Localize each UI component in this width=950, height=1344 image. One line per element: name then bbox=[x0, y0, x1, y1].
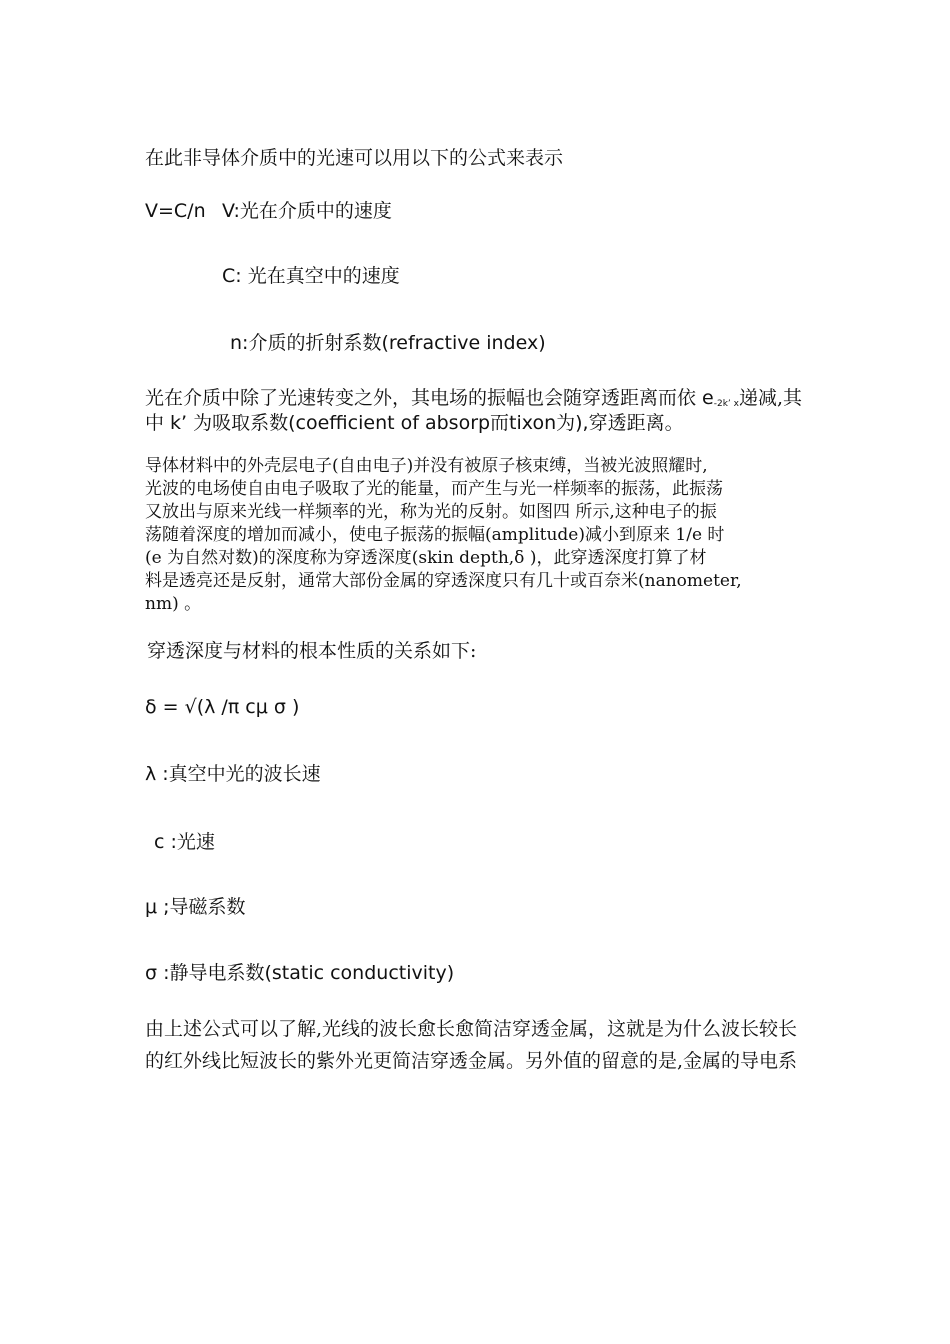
definition-c-light: c :光速 bbox=[154, 831, 215, 853]
exponent-text: -2k’ x bbox=[713, 399, 739, 409]
definition-sigma: σ :静导电系数(static conductivity) bbox=[145, 962, 455, 984]
absorption-line-2: 中 k’ 为吸取系数(coefficient of absorp而tixon为),穿透距离。 bbox=[145, 412, 684, 434]
definition-v: V:光在介质中的速度 bbox=[222, 200, 392, 222]
conductor-line: 料是透亮还是反射，通常大部份金属的穿透深度只有几十或百奈米(nanometer, bbox=[145, 571, 742, 591]
formula-delta: δ = √(λ /π cμ σ ) bbox=[145, 696, 300, 718]
conductor-line: 导体材料中的外壳层电子(自由电子)并没有被原子核束缚，当被光波照耀时, bbox=[145, 456, 708, 476]
conductor-paragraph bbox=[145, 455, 742, 616]
conductor-line: (e 为自然对数)的深度称为穿透深度(skin depth,δ )，此穿透深度打算了材 bbox=[145, 548, 707, 568]
definition-lambda: λ :真空中光的波长速 bbox=[145, 763, 321, 785]
conductor-line: 荡随着深度的增加而减小，使电子振荡的振幅(amplitude)减小到原来 1/e 时 bbox=[145, 525, 725, 545]
intro-text: 在此非导体介质中的光速可以用以下的公式来表示 bbox=[145, 147, 564, 169]
definition-n: n:介质的折射系数(refractive index) bbox=[230, 332, 546, 354]
exponent-base: e bbox=[702, 387, 714, 409]
conductor-line: 又放出与原来光线一样频率的光，称为光的反射。如图四 所示,这种电子的振 bbox=[145, 502, 717, 522]
definition-mu: μ ;导磁系数 bbox=[145, 896, 246, 918]
absorption-text-b: 递减,其 bbox=[738, 387, 803, 409]
definition-c: C: 光在真空中的速度 bbox=[222, 265, 400, 287]
conclusion-line-1: 由上述公式可以了解,光线的波长愈长愈简洁穿透金属，这就是为什么波长较长 bbox=[145, 1018, 798, 1040]
conclusion-line-2: 的红外线比短波长的紫外光更简洁穿透金属。另外值的留意的是,金属的导电系 bbox=[145, 1050, 798, 1072]
formula-v: V=C/n bbox=[145, 200, 206, 222]
relation-text: 穿透深度与材料的根本性质的关系如下: bbox=[147, 640, 477, 662]
absorption-text-a: 光在介质中除了光速转变之外，其电场的振幅也会随穿透距离而依 bbox=[145, 387, 703, 409]
conductor-line: nm) 。 bbox=[145, 594, 202, 614]
conductor-line: 光波的电场使自由电子吸取了光的能量，而产生与光一样频率的振荡，此振荡 bbox=[145, 479, 723, 499]
